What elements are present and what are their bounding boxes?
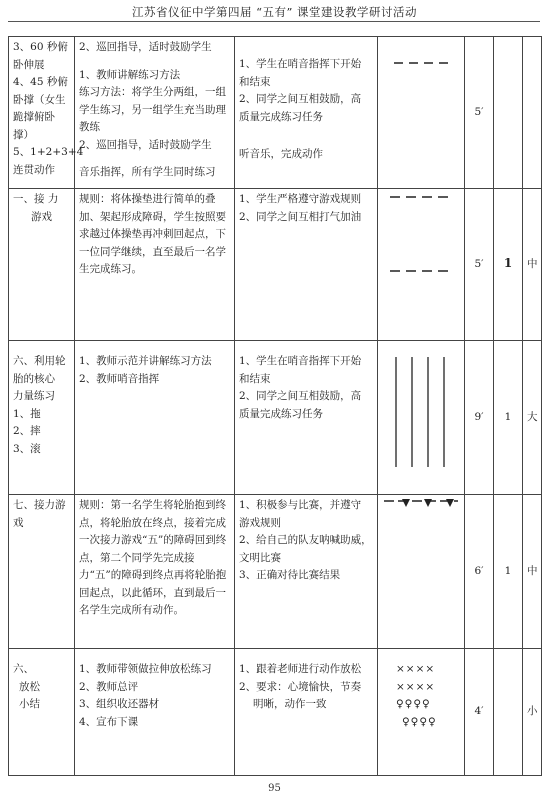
count-cell: [494, 495, 523, 649]
student-activity-text: 和结束: [239, 372, 271, 385]
intensity-value: 大: [527, 410, 538, 423]
time-value: 5′: [474, 257, 484, 270]
formation-dash-diagram: [382, 191, 460, 281]
section-line: 力量练习: [13, 390, 55, 402]
student-activity-text: 1、学生在哨音指挥下开始: [239, 58, 362, 70]
count-value: 1: [504, 564, 512, 577]
student-activity-text: 2、同学之间互相鼓励，高: [239, 390, 362, 402]
formation-female-row: ♀♀♀♀: [402, 715, 437, 728]
student-activity-text: 1、跟着老师进行动作放松: [239, 663, 362, 675]
student-activity-text: 1、学生在哨音指挥下开始: [239, 355, 362, 367]
student-activity-text: 1、学生严格遵守游戏规则: [239, 193, 362, 205]
teacher-activity-text: 2、教师总评: [79, 680, 139, 693]
section-line: 小结: [19, 698, 40, 710]
student-activity-text: 质量完成练习任务: [239, 407, 323, 420]
teacher-activity-cell: [75, 37, 235, 189]
time-cell: [465, 189, 494, 341]
student-activity-cell: [235, 37, 378, 189]
count-cell: [494, 189, 523, 341]
teacher-activity-cell: [75, 189, 235, 341]
table-row: [9, 341, 542, 495]
teacher-activity-text: 规则：将体操垫进行简单的叠加、架起形成障碍，学生按照要求越过体操垫再冲刺回起点，下一位同学继续，直至最后一名学生完成练习。: [79, 193, 226, 275]
section-line: 3、60 秒俯: [13, 41, 68, 53]
section-line: 跪撑俯卧: [13, 111, 55, 123]
teacher-activity-text: 音乐指挥，所有学生同时练习: [79, 166, 216, 178]
section-line: 5、1+2+3+4: [13, 146, 84, 158]
section-line: 六、: [13, 663, 34, 675]
intensity-cell: [523, 341, 542, 495]
table-row: [9, 37, 542, 189]
section-line: 3、滚: [13, 442, 41, 455]
section-line: 2、摔: [13, 425, 41, 437]
count-cell: [494, 341, 523, 495]
student-activity-text: 听音乐，完成动作: [239, 148, 323, 160]
student-activity-text: 2、同学之间互相打气加油: [239, 210, 362, 223]
formation-cell: [378, 189, 465, 341]
intensity-value: 小: [527, 705, 538, 718]
student-activity-text: 3、正确对待比赛结果: [239, 569, 341, 581]
section-cell: [9, 495, 75, 649]
intensity-cell: [523, 649, 542, 776]
student-activity-cell: [235, 189, 378, 341]
intensity-cell: [523, 189, 542, 341]
formation-dash-diagram: [382, 39, 460, 79]
section-cell: [9, 189, 75, 341]
page-header: 江苏省仪征中学第四届 “五有” 课堂建设教学研讨活动: [131, 5, 418, 19]
teacher-activity-text: 1、教师讲解练习方法: [79, 68, 181, 81]
section-line: 4、45 秒俯: [13, 76, 68, 88]
time-value: 6′: [474, 564, 484, 577]
section-line: 放松: [19, 680, 40, 693]
intensity-value: 中: [527, 257, 538, 270]
teacher-activity-text: 2、教师哨音指挥: [79, 372, 160, 385]
teacher-activity-text: 3、组织收还器材: [79, 698, 160, 710]
formation-cross-row: ××××: [396, 680, 436, 693]
teacher-activity-text: 规则：第一名学生将轮胎抱到终点，将轮胎放在终点，接着完成一次接力游戏“五”的障碍回到终点，第二个同学先完成接力“五”的障碍到终点再将轮胎抱回起点，以此循环，直到最后一名学生完成所有动作。: [79, 499, 227, 616]
time-value: 5′: [474, 105, 484, 118]
count-cell: [494, 37, 523, 189]
section-line: 连贯动作: [13, 163, 55, 176]
time-cell: [465, 495, 494, 649]
intensity-cell: [523, 495, 542, 649]
section-line: 胎的核心: [13, 372, 55, 385]
formation-vertical-lines: [382, 343, 460, 483]
teacher-activity-text: 1、教师示范并讲解练习方法: [79, 355, 212, 367]
formation-female-row: ♀♀♀♀: [396, 698, 431, 710]
intensity-value: 中: [527, 564, 538, 577]
student-activity-text: 质量完成练习任务: [239, 110, 323, 123]
teacher-activity-cell: [75, 495, 235, 649]
table-row: [9, 189, 542, 341]
time-value: 9′: [474, 410, 484, 423]
formation-cross-row: ××××: [396, 663, 436, 675]
header-divider: [8, 21, 540, 22]
section-line: 撑）: [13, 128, 34, 141]
formation-cell: [378, 341, 465, 495]
section-line: 游戏: [31, 210, 52, 223]
time-cell: [465, 341, 494, 495]
section-line: 戏: [13, 516, 24, 529]
intensity-cell: [523, 37, 542, 189]
student-activity-text: 2、同学之间互相鼓励，高: [239, 93, 362, 105]
section-line: 六、利用轮: [13, 355, 66, 367]
formation-cell: [378, 37, 465, 189]
section-cell: [9, 341, 75, 495]
student-activity-text: 明晰，动作一致: [253, 698, 327, 710]
section-line: 一、接 力: [13, 193, 59, 205]
formation-cell: [378, 649, 465, 776]
section-line: 1、拖: [13, 407, 41, 420]
teacher-activity-cell: [75, 341, 235, 495]
count-value: 1: [503, 256, 513, 271]
count-value: 1: [504, 410, 512, 423]
student-activity-cell: [235, 649, 378, 776]
count-cell: [494, 649, 523, 776]
teacher-activity-text: 1、教师带领做拉伸放松练习: [79, 663, 212, 675]
section-cell: [9, 37, 84, 189]
section-line: 七、接力游: [13, 499, 66, 511]
student-activity-text: 游戏规则: [239, 516, 281, 529]
student-activity-text: 1、积极参与比赛，并遵守: [239, 499, 362, 511]
teacher-activity-text: 2、巡回指导，适时鼓励学生: [79, 138, 212, 151]
section-cell: [9, 649, 75, 776]
teacher-activity-text: 练习方法：将学生分两组，一组学生练习，另一组学生充当助理教练: [79, 86, 226, 133]
student-activity-cell: [235, 495, 378, 649]
student-activity-text: 2、要求：心境愉快，节奏: [239, 680, 362, 693]
teacher-activity-text: 4、宣布下课: [79, 715, 139, 728]
table-row: [9, 495, 542, 649]
student-activity-text: 文明比赛: [239, 551, 281, 564]
table-row: [9, 649, 542, 776]
time-cell: [465, 649, 494, 776]
section-line: 卧伸展: [13, 58, 45, 71]
page-number: 95: [268, 783, 281, 794]
time-cell: [465, 37, 494, 189]
section-line: 卧撑（女生: [13, 93, 66, 106]
student-activity-text: 2、给自己的队友呐喊助威，: [239, 534, 372, 546]
lesson-plan-table: [8, 36, 542, 776]
student-activity-cell: [235, 341, 378, 495]
formation-relay-diagram: [382, 497, 460, 527]
formation-cell: [378, 495, 465, 649]
teacher-activity-cell: [75, 649, 235, 776]
time-value: 4′: [474, 705, 484, 718]
teacher-activity-text: 2、巡回指导，适时鼓励学生: [79, 41, 212, 53]
student-activity-text: 和结束: [239, 75, 271, 88]
